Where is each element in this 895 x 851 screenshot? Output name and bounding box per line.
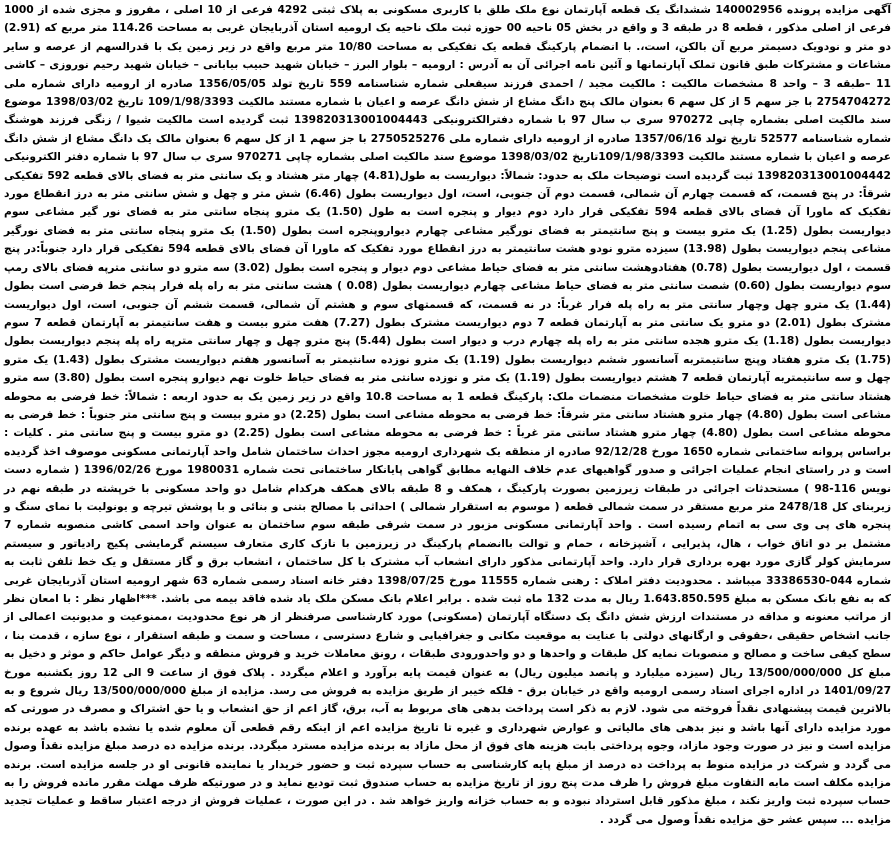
auction-notice-text: آگهی مزایده پرونده 140002956 ششدانگ یک قطعه آپارتمان نوع ملک طلق با کاربری مسکونی به پلاک ثبتی 4292 فرعی از 10 اصلی ، مفروز و مجزی شده از 1000 فرعی از اصلی مذکور ، قطعه 8 در طبقه 3 و واقع در بخش 05 ناحیه 00 حوزه ثبت ملک ناحیه یک ارومیه استان آذربایجان غربی به مساحت 114.26 متر مربع که (2.91) دو متر و نودویک دسیمتر مربع آن بالکن، است،. با انضمام پارکینگ قطعه یک تفکیکی به مساحت 10/80 متر مربع واقع در زیر زمین یک با قدرالسهم از عرصه و سایر مشاعات و مشترکات طبق قانون تملک آپارتمانها و آئین نامه اجرائی آن به آدرس : ارومیه – بلوار البرز – خیابان شهید حبیب بیابانی – خیابان شهید رحیم نوروزی – کاشی 11 –طبقه 3 – واحد 8 مشخصات مالکیت : مالکیت مجید / احمدی فرزند سیفعلی شماره شناسنامه 559 تاریخ تولد 1356/05/05 صادره از ارومیه دارای شماره ملی 2754704272 با جز سهم 5 از کل سهم 6 بعنوان مالک پنج دانگ مشاع از شش دانگ عرصه و اعیان با شماره مستند مالکیت 109/1/98/3393 تاریخ 1398/03/02 موضوع سند مالکیت اصلی بشماره چاپی 970272 سری ب سال 97 با شماره دفترالکترونیکی 139820313001004443 ثبت گردیده است مالکیت شیوا / زنگی فرزند هوشنگ شماره شناسنامه 52577 تاریخ تولد 1357/06/16 صادره از ارومیه دارای شماره ملی 2750525276 با جز سهم 1 از کل سهم 6 بعنوان مالک یک دانگ مشاع از شش دانگ عرصه و اعیان با شماره مستند مالکیت 109/1/98/3393تاریخ 1398/03/02 موضوع سند مالکیت اصلی بشماره چاپی 970271 سری ب سال 97 با شماره دفتر الکترونیکی 139820313001004442 ثبت گردیده است توضیحات ملک به حدود: شمالاً: دیواریست به طول(4.81) چهار متر هشتاد و یک سانتی متر به فضای بالای قطعه 592 تفکیکی شرقاً: در پنج قسمت، که قسمت چهارم آن شمالی، قسمت دوم آن جنوبی، است، اول دیواریست بطول (6.46) شش متر و چهل و شش سانتی متر به درز انقطاع مورد تفکیک که ماورا آن فضای بالای قطعه 594 تفکیکی قرار دارد دوم دیوار و پنجره است به طول (1.50) یک مترو پنجاه سانتی متر به فضای نور گیر مشاعی سوم دیواریست بطول (1.25) یک مترو بیست و پنج سانتیمتر به فضای نورگیر مشاعی چهارم دیواروپنجره است بطول (1.50) یک مترو پنجاه سانتی متر به فضای نورگیر مشاعی پنجم دیواریست بطول (13.98) سیزده مترو نودو هشت سانتیمتر به درز انقطاع مورد تفکیک که ماورا آن فضای بالای قطعه 594 تفکیکی قرار دارد جنوباً:در پنج قسمت ، اول دیواریست بطول (0.78) هفتادوهشت سانتی متر به فضای حیاط مشاعی دوم دیوار و پنجره است بطول (3.02) سه مترو دو سانتی مترپه فضای بالای رمپ سوم دیواریست بطول (0.60) شصت سانتی متر به فضای حیاط مشاعی چهارم دیواریست بطول (0.08 ) هشت سانتی متر به راه پله فرار پنجم خط فرضی است بطول (1.44) یک مترو چهل وچهار سانتی متر به راه پله فرار غرباً: در نه قسمت، که قسمتهای سوم و هشتم آن شمالی، قسمت ششم آن جنوبی، است، اول دیواریست مشترک بطول (2.01) دو مترو یک سانتی متر به آپارتمان قطعه 7 دوم دیواریست مشترک بطول (7.27) هفت مترو بیست و هفت سانتیمتر به آپارتمان قطعه 7 سوم دیواریست بطول (1.18) یک مترو هجده سانتی متر به راه پله چهارم درب و دیوار است بطول (5.44) پنج مترو چهل و چهار سانتی مترپه راه پله پنجم دیواریست بطول (1.75) یک مترو هفتاد وپنج سانتیمتربه آسانسور ششم دیواریست بطول (1.19) یک مترو نوزده سانتیمتر به آسانسور هفتم دیواریست مشترک بطول (1.43) یک مترو چهل و سه سانتیمتربه آپارتمان قطعه 7 هشتم دیواریست بطول (1.19) یک متر و نوزده سانتی متر به فضای حیاط خلوت نهم دیوارو پنجره است بطول (3.80) سه مترو هشتاد سانتی متر به فضای حیاط خلوت مشخصات منضمات ملک: پارکینگ قطعه 1 به مساحت 10.8 واقع در زیر زمین یک به حدود اربعه : شمالاً: خط فرضی به محوطه مشاعی است بطول (4.80) چهار مترو هشتاد سانتی متر شرقاً: خط فرضی به محوطه مشاعی است بطول (2.25) دو مترو بیست و پنج سانتی متر جنوباً : خط فرضی به محوطه مشاعی است بطول (4.80) چهار مترو هشتاد سانتی متر غرباً : خط فرضی به محوطه مشاعی است بطول (2.25) دو مترو بیست و پنج سانتی متر . کلیات : براساس پروانه ساختمانی شماره 1650 مورخ 92/12/28 صادره از منطقه یک شهرداری ارومیه مجوز احداث ساختمان شامل واحد آپارتمانی مسکونی موصوف اخذ گردیده است و در راستای انجام عملیات اجرائی و صدور گواهیهای عدم خلاف النهایه مطابق گواهی پایانکار ساختمانی تحت شماره 1980031 مورخ 1396/02/26 ( شماره دست نویس 116-98 ) مستحدثات اجرائی در طبقات زیرزمین بصورت پارکینگ ، همکف و 8 طبقه بالای همکف هرکدام شامل دو واحد مسکونی با خرپشته در طبقه نهم در زیربنای کل 2478/18 متر مربع مستقر در سمت شمالی قطعه ( موسوم به استقرار شمالی ) احداثی با مصالح بتنی و بنائی و با پوشش تیرچه و یونولیت با نمای سنگ و پنجره های پی وی سی به اتمام رسیده است . واحد آپارتمانی مسکونی مزبور در سمت شرقی طبقه سوم ساختمان به عنوان واحد اسمی کاشی منصوبه شماره 7 مشتمل بر دو اتاق خواب ، هال، پذیرایی ، آشپزخانه ، حمام و توالت باانضمام پارکینگ در زیرزمین با نازک کاری متعارف سیستم گرمایشی پکیج رادیاتور و سیستم سرمایش کولر گازی مورد بهره برداری قرار دارد. واحد آپارتمانی مذکور دارای انشعاب آب مشترک با کل ساختمان ، انشعاب برق و گاز مستقل و یک خط تلفن ثابت به شماره 044-33386530 میباشد . محدودیت دفتر املاک : رهنی شماره 11555 مورخ 1398/07/25 دفتر خانه اسناد رسمی شماره 63 شهر ارومیه استان آذربایجان غربی که به نفع بانک مسکن به مبلغ 1.643.850.595 ریال به مدت 132 ماه ثبت شده . برابر اعلام بانک مسکن ملک یاد شده فاقد بیمه می باشد. ***اظهار نظر : با امعان نظر از مراتب معنونه و مداقه در مستندات ارزش شش دانگ یک دستگاه آپارتمان (مسکونی) مورد کارشناسی صرفنظر از هر نوع محدودیت ،ممنوعیت و مدیونیت اعمالی از جانب اشخاص حقیقی ،حقوقی و ارگانهای دولتی با عنایت به موقعیت مکانی و جغرافیایی و شارع دسترسی ، مساحت و سمت و طبقه استقرار ، نوع سازه ، قدمت بنا ، سطح کیفی ساخت و مصالح و منصوبات نمایه کل طبقات و واحدها و دو واحدورودی طبقات ، رونق معاملات خرید و فروش منطقه و دیگر عوامل حاکم و موثر و دخیل به مبلغ کل 13/500/000/000 ریال (سیزده میلیارد و پانصد میلیون ریال) به عنوان قیمت پایه برآورد و اعلام میگردد . پلاک فوق از ساعت 9 الی 12 روز یکشنبه مورخ 1401/09/27 در اداره اجرای اسناد رسمی ارومیه واقع در خیابان برق - فلکه خیبر از طریق مزایده به فروش می رسد. مزایده از مبلغ 13/500/000/000 ریال شروع و به بالاترین قیمت پیشنهادی نقداً فروخته می شود. لازم به ذکر است پرداخت بدهی های مربوط به آب، برق، گاز اعم از حق انشعاب و یا حق اشتراک و مصرف در صورتی که مورد مزایده دارای آنها باشد و نیز بدهی های مالیاتی و عوارض شهرداری و غیره تا تاریخ مزایده اعم از اینکه رقم قطعی آن معلوم شده یا نشده باشد به عهده برنده مزایده است و نیز در صورت وجود مازاد، وجوه پرداختی بابت هزینه های فوق از محل مازاد به برنده مزایده مسترد میگردد. برنده مزایده ده درصد مبلغ مزایده نقداً وصول می گردد و شرکت در مزایده منوط به پرداخت ده درصد از مبلغ پایه کارشناسی به حساب سپرده ثبت و حضور خریدار یا نماینده قانونی او در جلسه مزایده است. برنده مزایده مکلف است مابه التفاوت مبلغ فروش را ظرف مدت پنج روز از تاریخ مزایده به حساب صندوق ثبت تودیع نماید و در صورتیکه ظرف مهلت مقرر مانده فروش را به حساب سپرده ثبت واریز نکند ، مبلغ مذکور قابل استرداد نبوده و به حساب خزانه واریز خواهد شد . در این صورت ، عملیات فروش از درجه اعتبار ساقط و عملیات تجدید مزایده ... سپس عشر حق مزایده نقداً وصول می گردد . (4, 3, 892, 826)
